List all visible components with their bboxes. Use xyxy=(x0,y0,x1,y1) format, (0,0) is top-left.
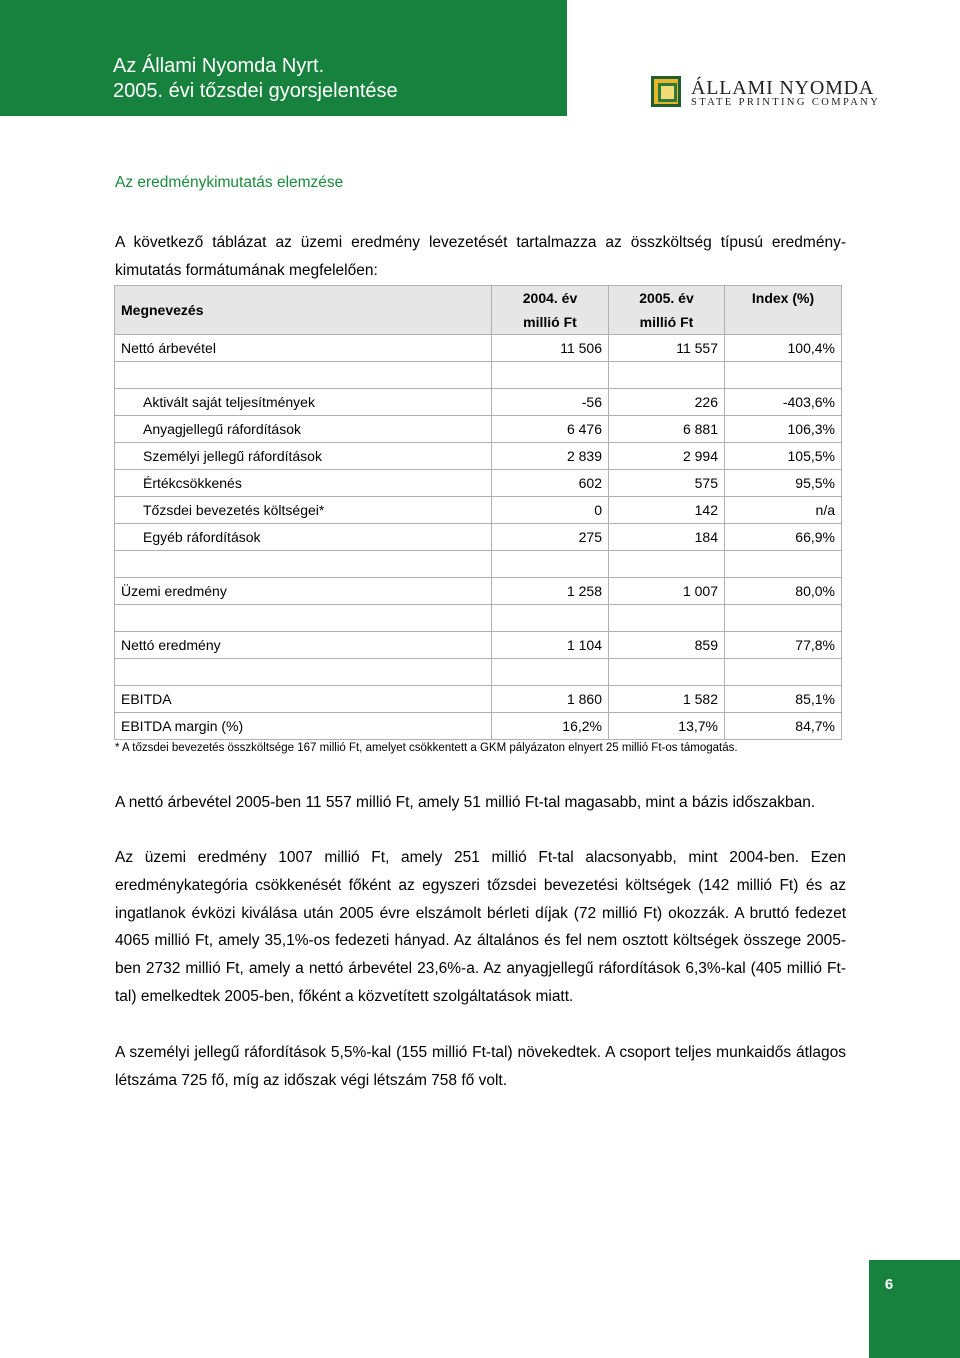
table-spacer-row xyxy=(115,659,842,686)
table-spacer-row xyxy=(115,362,842,389)
table-spacer-row xyxy=(115,551,842,578)
table-row xyxy=(115,578,842,605)
row-value-2004: 2 839 xyxy=(492,443,609,470)
paragraph-personnel: A személyi jellegű ráfordítások 5,5%-kal (155 millió Ft-tal) növekedtek. A csoport teljes munkaidős átlagos létszáma 725 fő, míg az időszak végi létszám 758 fő volt. xyxy=(115,1044,846,1089)
table-row xyxy=(115,632,842,659)
row-label: Egyéb ráfordítások xyxy=(115,524,492,551)
row-index: 100,4% xyxy=(725,335,842,362)
row-index: 80,0% xyxy=(725,578,842,605)
row-index: -403,6% xyxy=(725,389,842,416)
row-label: Tőzsdei bevezetés költségei* xyxy=(115,497,492,524)
header-2005-year: 2005. év xyxy=(639,290,694,306)
logo-subtitle: STATE PRINTING COMPANY xyxy=(691,97,881,108)
row-value-2004: 1 258 xyxy=(492,578,609,605)
row-index: 84,7% xyxy=(725,713,842,740)
row-label: Személyi jellegű ráfordítások xyxy=(115,443,492,470)
row-index: 106,3% xyxy=(725,416,842,443)
row-value-2004: -56 xyxy=(492,389,609,416)
header-2004-unit: millió Ft xyxy=(523,314,577,330)
row-value-2005: 6 881 xyxy=(609,416,725,443)
table-spacer-row xyxy=(115,605,842,632)
table-footnote: * A tőzsdei bevezetés összköltsége 167 millió Ft, amelyet csökkentett a GKM pályázaton elnyert 25 millió Ft-os támogatás. xyxy=(115,742,738,754)
row-label: Üzemi eredmény xyxy=(115,578,492,605)
row-value-2005: 1 582 xyxy=(609,686,725,713)
header-2005-unit: millió Ft xyxy=(639,314,694,330)
row-value-2004: 275 xyxy=(492,524,609,551)
table-row xyxy=(115,335,842,362)
row-label: EBITDA margin (%) xyxy=(115,713,492,740)
logo-name: ÁLLAMI NYOMDA xyxy=(691,77,875,99)
table-header-row xyxy=(115,286,842,335)
section-title: Az eredménykimutatás elemzése xyxy=(115,174,344,191)
table-row xyxy=(115,389,842,416)
row-index: 85,1% xyxy=(725,686,842,713)
row-value-2004: 602 xyxy=(492,470,609,497)
row-label: EBITDA xyxy=(115,686,492,713)
row-value-2004: 11 506 xyxy=(492,335,609,362)
table-row xyxy=(115,713,842,740)
header-2004 xyxy=(492,286,609,335)
row-value-2005: 142 xyxy=(609,497,725,524)
row-value-2005: 11 557 xyxy=(609,335,725,362)
header-report-title: 2005. évi tőzsdei gyorsjelentése xyxy=(113,80,398,102)
row-index: 66,9% xyxy=(725,524,842,551)
row-value-2005: 13,7% xyxy=(609,713,725,740)
row-value-2005: 859 xyxy=(609,632,725,659)
intro-paragraph: A következő táblázat az üzemi eredmény levezetését tartalmazza az összköltség típusú eredmény-kimutatás formátumának megfelelően: xyxy=(115,234,846,279)
row-index: 105,5% xyxy=(725,443,842,470)
table-row xyxy=(115,443,842,470)
row-label: Nettó árbevétel xyxy=(115,335,492,362)
paragraph-operating-result: Az üzemi eredmény 1007 millió Ft, amely 251 millió Ft-tal alacsonyabb, mint 2004-ben. Ezen eredménykategória csökkenését főként az egyszeri tőzsdei bevezetési költségek (142 millió Ft) és az ingatlanok évközi kiválása után 2005 évre elszámolt bérleti díjak (72 millió Ft) okozzák. A bruttó fedezet 4065 millió Ft, amely 35,1%-os fedezeti hányad. Az általános és fel nem osztott költségek összege 2005-ben 2732 millió Ft, amely a nettó árbevétel 23,6%-a. Az anyagjellegű ráfordítások 6,3%-kal (405 millió Ft-tal) emelkedtek 2005-ben, főként a közvetített szolgáltatások miatt. xyxy=(115,849,846,1005)
row-value-2004: 16,2% xyxy=(492,713,609,740)
row-label: Nettó eredmény xyxy=(115,632,492,659)
table-row xyxy=(115,497,842,524)
page-number: 6 xyxy=(884,1276,894,1293)
row-index: 77,8% xyxy=(725,632,842,659)
row-label: Értékcsökkenés xyxy=(115,470,492,497)
header-name: Megnevezés xyxy=(115,286,492,335)
header-index-label: Index (%) xyxy=(751,290,815,306)
logo-mark-icon xyxy=(651,76,681,107)
row-value-2004: 6 476 xyxy=(492,416,609,443)
header-company-name: Az Állami Nyomda Nyrt. xyxy=(113,55,325,77)
table-row xyxy=(115,416,842,443)
row-value-2004: 1 860 xyxy=(492,686,609,713)
table-row xyxy=(115,686,842,713)
paragraph-revenue: A nettó árbevétel 2005-ben 11 557 millió Ft, amely 51 millió Ft-tal magasabb, mint a bázis időszakban. xyxy=(115,794,816,811)
table-row xyxy=(115,524,842,551)
row-label: Aktivált saját teljesítmények xyxy=(115,389,492,416)
page-number-box xyxy=(869,1260,960,1358)
row-index: 95,5% xyxy=(725,470,842,497)
row-label: Anyagjellegű ráfordítások xyxy=(115,416,492,443)
row-value-2004: 0 xyxy=(492,497,609,524)
row-value-2005: 226 xyxy=(609,389,725,416)
header-2005 xyxy=(609,286,725,335)
row-value-2005: 2 994 xyxy=(609,443,725,470)
header-index xyxy=(725,286,842,335)
income-statement-table xyxy=(114,285,842,740)
row-value-2005: 575 xyxy=(609,470,725,497)
table-row xyxy=(115,470,842,497)
row-index: n/a xyxy=(725,497,842,524)
row-value-2005: 1 007 xyxy=(609,578,725,605)
header-2004-year: 2004. év xyxy=(522,290,578,306)
row-value-2005: 184 xyxy=(609,524,725,551)
row-value-2004: 1 104 xyxy=(492,632,609,659)
